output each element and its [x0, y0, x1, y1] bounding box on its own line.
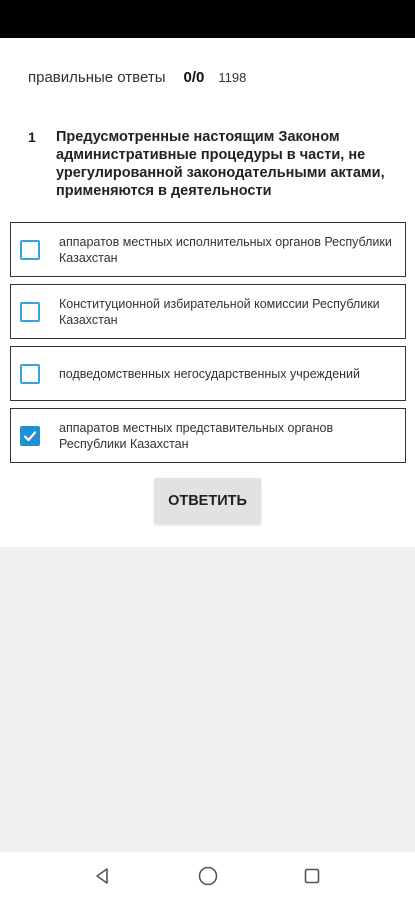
- answer-text: подведомственных негосударственных учреждений: [59, 366, 361, 381]
- recents-square-icon[interactable]: [300, 864, 324, 888]
- question-id: 1198: [218, 70, 247, 85]
- checkbox-icon[interactable]: [20, 364, 40, 384]
- status-bar: [0, 0, 415, 38]
- answer-list: [10, 222, 406, 470]
- question: [28, 128, 398, 200]
- score-label: правильные ответы: [28, 69, 166, 86]
- answer-text: аппаратов местных исполнительных органов Республики Казахстан: [59, 234, 392, 265]
- submit-button[interactable]: ОТВЕТИТЬ: [154, 478, 261, 524]
- back-triangle-icon[interactable]: [90, 864, 114, 888]
- navigation-bar: [0, 852, 415, 900]
- home-circle-icon[interactable]: [196, 864, 220, 888]
- score-row: [28, 69, 246, 86]
- question-number: 1: [28, 129, 36, 145]
- question-text: Предусмотренные настоящим Законом административные процедуры в части, не урегулированной законодательными актами, применяются в деятельности: [56, 129, 385, 199]
- answer-option-3[interactable]: [10, 346, 406, 401]
- answer-option-2[interactable]: [10, 284, 406, 339]
- answer-option-4[interactable]: [10, 408, 406, 463]
- answer-option-1[interactable]: [10, 222, 406, 277]
- answer-text: Конституционной избирательной комиссии Республики Казахстан: [59, 296, 380, 327]
- answer-text: аппаратов местных представительных органов Республики Казахстан: [59, 420, 334, 451]
- score-value: 0/0: [183, 69, 205, 86]
- checkbox-checked-icon[interactable]: [20, 426, 40, 446]
- checkbox-icon[interactable]: [20, 240, 40, 260]
- checkbox-icon[interactable]: [20, 302, 40, 322]
- quiz-content: [0, 38, 415, 547]
